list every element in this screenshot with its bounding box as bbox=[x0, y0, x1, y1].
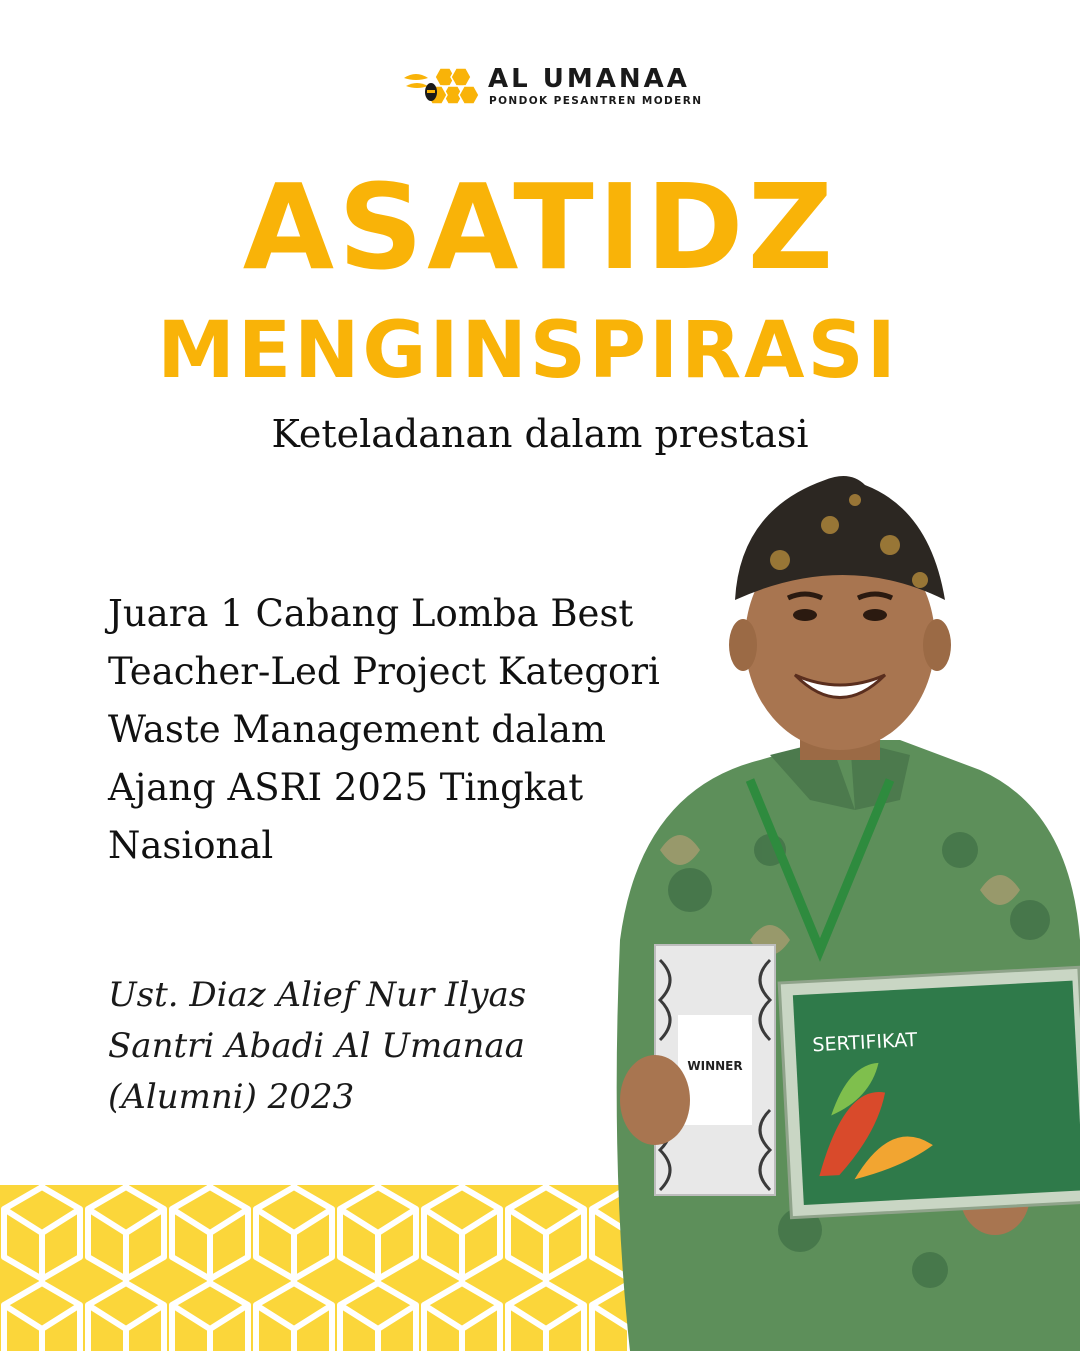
certificate-title: SERTIFIKAT bbox=[811, 1028, 918, 1057]
achievement-line: Nasional bbox=[108, 824, 274, 867]
achievement-line: Teacher-Led Project Kategori bbox=[108, 650, 660, 693]
person-role: Santri Abadi Al Umanaa bbox=[108, 1026, 525, 1066]
achievement-line: Waste Management dalam bbox=[108, 708, 606, 751]
bee-honeycomb-logo-icon bbox=[400, 64, 480, 112]
trophy-label: WINNER bbox=[687, 1059, 743, 1073]
teacher-photo bbox=[600, 470, 1080, 1351]
headline-line-2: MENGINSPIRASI bbox=[157, 306, 899, 396]
headline-line-1: ASATIDZ bbox=[242, 158, 838, 296]
brand-logo bbox=[400, 62, 703, 114]
achievement-line: Juara 1 Cabang Lomba Best bbox=[108, 592, 634, 635]
achievement-line: Ajang ASRI 2025 Tingkat bbox=[108, 766, 584, 809]
certificate bbox=[779, 967, 1080, 1217]
achievement-text bbox=[108, 585, 668, 875]
brand-name: AL UMANAA bbox=[488, 64, 690, 94]
person-caption bbox=[108, 970, 608, 1123]
headline-subtitle: Keteladanan dalam prestasi bbox=[271, 412, 809, 456]
brand-tagline: PONDOK PESANTREN MODERN bbox=[489, 95, 703, 107]
person-year: (Alumni) 2023 bbox=[108, 1077, 355, 1117]
person-name: Ust. Diaz Alief Nur Ilyas bbox=[108, 975, 527, 1015]
